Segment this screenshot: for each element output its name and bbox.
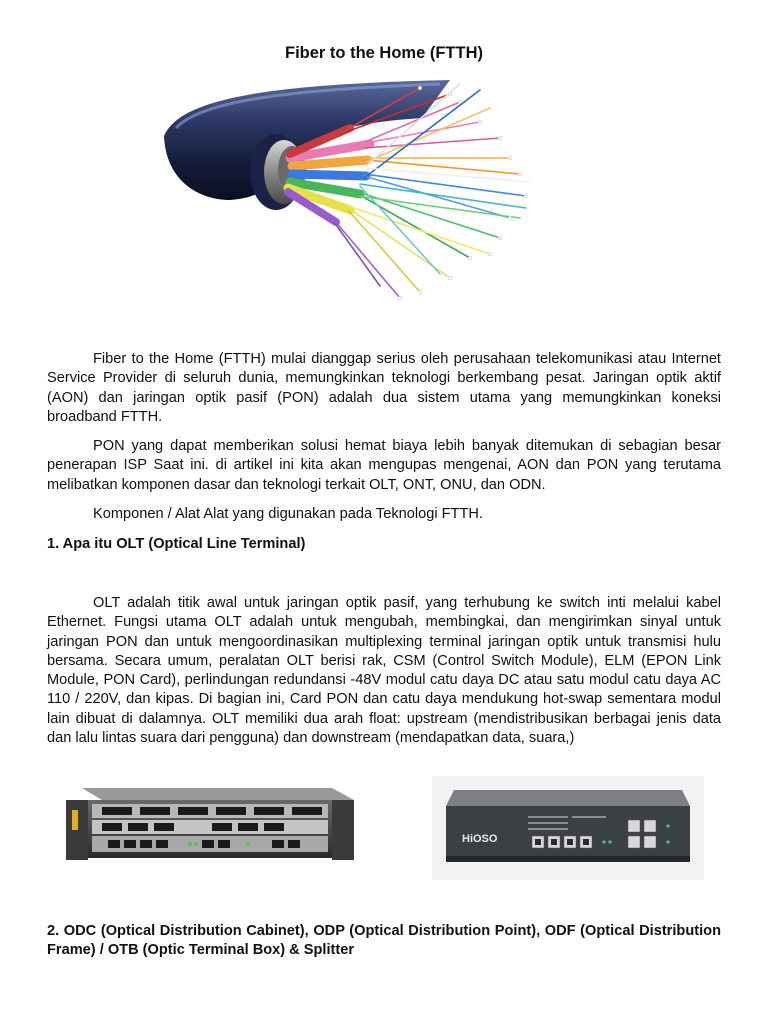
- device-brand-label: HiOSO: [462, 833, 498, 845]
- olt-chassis-image: [62, 780, 358, 866]
- fiber-cable-image: [160, 78, 530, 306]
- paragraph-intro: Fiber to the Home (FTTH) mulai dianggap serius oleh perusahaan telekomunikasi atau Internet Service Provider di seluruh dunia, memungkinkan teknologi berkembang pesat. Jaringan optik aktif (AON) dan jaringan optik pasif (PON) adalah dua sistem utama yang memungkinkan koneksi broadband FTTH.: [47, 351, 721, 425]
- paragraph-olt: OLT adalah titik awal untuk jaringan optik pasif, yang terhubung ke switch inti melalui kabel Ethernet. Fungsi utama OLT adalah untuk mengubah, membingkai, dan mengirimkan sinyal untuk jaringan PON dan untuk mengoordinasikan multiplexing terminal jaringan optik untuk transmisi hulu bersama. Secara umum, peralatan OLT berisi rak, CSM (Control Switch Module), ELM (EPON Link Module, PON Card), perlindungan redundansi -48V modul catu daya DC atau satu modul catu daya AC 110 / 220V, dan kipas. Di bagian ini, Card PON dan catu daya mendukung hot-swap sementara modul lain dibuat di dalamnya. OLT memiliki dua arah float: upstream (mendistribusikan berbagai jenis data dan lalu lintas suara dari pengguna) dan downstream (mendapatkan data, suara,): [47, 595, 721, 747]
- olt-compact-image: [432, 776, 704, 880]
- paragraph-components: Komponen / Alat Alat yang digunakan pada Teknologi FTTH.: [93, 506, 483, 522]
- paragraph-pon: PON yang dapat memberikan solusi hemat biaya lebih banyak ditemukan di sebagian besar penerapan ISP Saat ini. di artikel ini kita akan mengupas mengenai, AON dan PON yang terutama melibatkan komponen dasar dan teknologi terkait OLT, ONT, ONU, dan ODN.: [47, 438, 721, 493]
- section-heading-olt: 1. Apa itu OLT (Optical Line Terminal): [47, 536, 306, 552]
- document-title: Fiber to the Home (FTTH): [285, 44, 483, 62]
- section-heading-odc: 2. ODC (Optical Distribution Cabinet), ODP (Optical Distribution Point), ODF (Optical Distribution Frame) / OTB (Optic Terminal Box) & Splitter: [47, 923, 721, 959]
